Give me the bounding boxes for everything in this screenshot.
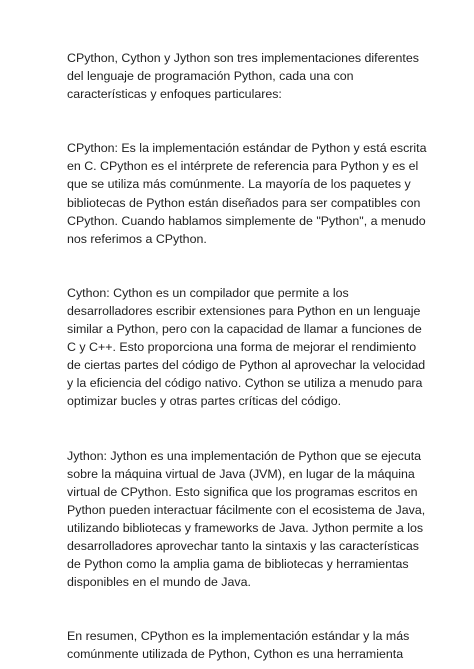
text-line: características y enfoques particulares: [67, 87, 282, 102]
text-line: disponibles en el mundo de Java. [67, 575, 251, 590]
paragraph-intro [67, 49, 417, 103]
paragraph-spacing [67, 248, 417, 284]
text-line: CPython. Cuando hablamos simplemente de "Python", a menudo [67, 213, 426, 228]
text-line: optimizar bucles y otras partes críticas del código. [67, 394, 342, 409]
text-line: C y C++. Esto proporciona una forma de mejorar el rendimiento [67, 340, 417, 355]
text-line: Jython: Jython es una implementación de Python que se ejecuta [67, 448, 422, 463]
paragraph-summary [67, 627, 417, 663]
text-line: de Python como la amplia gama de bibliotecas y herramientas [67, 557, 409, 572]
text-line: del lenguaje de programación Python, cada una con [67, 69, 354, 84]
text-line: en C. CPython es el intérprete de referencia para Python y es el [67, 159, 419, 174]
text-line: sobre la máquina virtual de Java (JVM), en lugar de la máquina [67, 466, 415, 481]
document-body [67, 49, 427, 663]
text-line: bibliotecas de Python están diseñados para ser compatibles con [67, 195, 421, 210]
text-line: En resumen, CPython es la implementación estándar y la más [67, 629, 410, 644]
text-line: desarrolladores aprovechar tanto la sintaxis y las características [67, 538, 419, 553]
paragraph-spacing [67, 103, 417, 139]
text-line: comúnmente utilizada de Python, Cython es una herramienta [67, 647, 404, 662]
text-line: desarrolladores escribir extensiones para Python en un lenguaje [67, 303, 421, 318]
paragraph-spacing [67, 411, 417, 447]
text-line: y la eficiencia del código nativo. Cython se utiliza a menudo para [67, 376, 423, 391]
paragraph-cython [67, 284, 426, 411]
paragraph-spacing [67, 591, 417, 627]
text-line: Cython: Cython es un compilador que permite a los [67, 285, 349, 300]
text-line: nos referimos a CPython. [67, 231, 207, 246]
text-line: que se utiliza más comúnmente. La mayoría de los paquetes y [67, 177, 411, 192]
text-line: similar a Python, pero con la capacidad de llamar a funciones de [67, 322, 422, 337]
text-line: de ciertas partes del código de Python al aprovechar la velocidad [67, 358, 426, 373]
text-line: CPython: Es la implementación estándar de Python y está escrita [67, 141, 427, 156]
paragraph-cpython [67, 139, 427, 248]
text-line: utilizando bibliotecas y frameworks de Java. Jython permite a los [67, 520, 424, 535]
text-line: virtual de CPython. Esto significa que los programas escritos en [67, 484, 418, 499]
text-line: Python pueden interactuar fácilmente con el ecosistema de Java, [67, 502, 426, 517]
paragraph-jython [67, 447, 426, 592]
text-line: CPython, Cython y Jython son tres implementaciones diferentes [67, 51, 419, 65]
